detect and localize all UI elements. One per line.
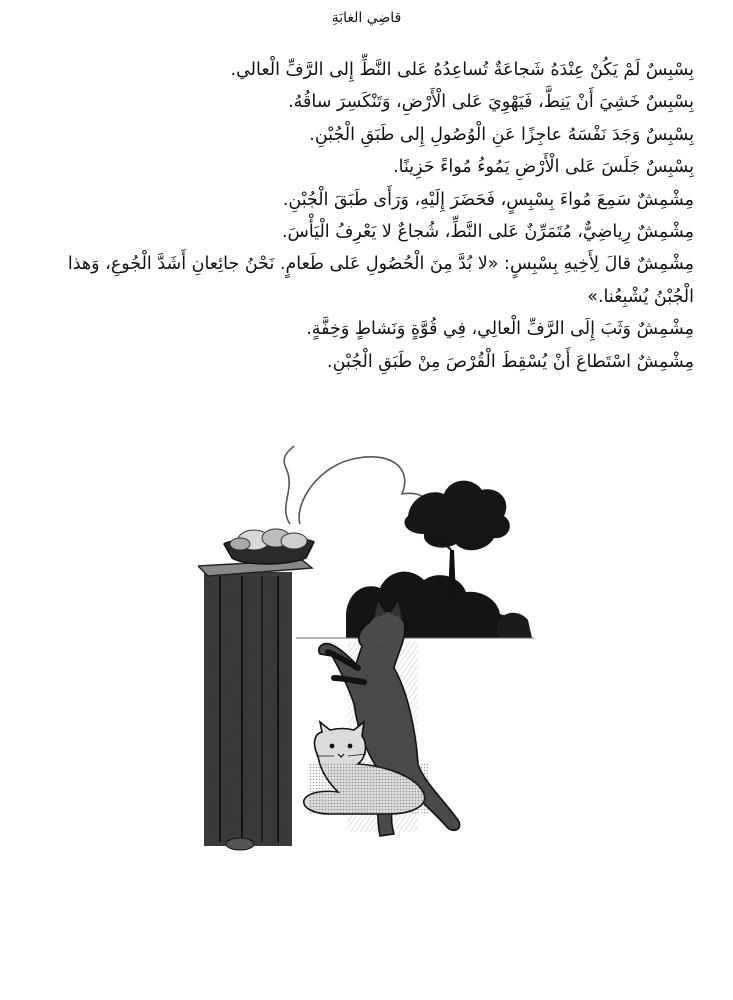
story-line-4: بِسْبِسٌ جَلَسَ عَلى الْأَرْضِ يَمُوءُ مُواءً حَزِينًا.	[393, 157, 694, 178]
story-text	[50, 54, 694, 378]
story-line-7: مِشْمِشٌ قالَ لِأَخِيهِ بِسْبِسٍ: «لا بُدَّ مِنَ الْحُصُولِ عَلى طَعامٍ. نَحْنُ جائِعانِ أَشَدَّ الْجُوعِ، وَهذا الْجُبْنُ يُشْبِعُنا.»	[67, 254, 694, 307]
story-line-8: مِشْمِشٌ وَثَبَ إِلَى الرَّفِّ الْعالِي، فِي قُوَّةٍ وَنَشاطٍ وَخِفَّةٍ.	[306, 319, 694, 340]
story-line-1: بِسْبِسٌ لَمْ يَكُنْ عِنْدَهُ شَجاعَةٌ تُساعِدُهُ عَلى النَّطِّ إِلى الرَّفِّ الْعالي.	[230, 60, 694, 80]
wooden-cabinet	[198, 560, 312, 846]
story-line-9: مِشْمِشٌ اسْتَطاعَ أَنْ يُسْقِطَ الْقُرْصَ مِنْ طَبَقِ الْجُبْنِ.	[327, 351, 694, 372]
cheese-plate	[224, 529, 314, 564]
cats-illustration	[198, 442, 538, 860]
steam-lines	[284, 446, 429, 524]
story-line-3: بِسْبِسٌ وَجَدَ نَفْسَهُ عاجِزًا عَنِ الْوُصُولِ إِلى طَبَقِ الْجُبْنِ.	[309, 124, 694, 145]
running-header: قاضِي الغابَةِ	[331, 10, 402, 26]
story-line-5: مِشْمِشٌ سَمِعَ مُواءَ بِسْبِسٍ، فَحَضَرَ إِلَيْهِ، وَرَأَى طَبَقَ الْجُبْنِ.	[282, 189, 694, 210]
stone	[226, 838, 254, 850]
background-trees	[346, 481, 532, 638]
story-line-6: مِشْمِشٌ رِياضِيٌّ، مُتَمَرِّنٌ عَلى النَّطِّ، شُجاعٌ لا يَعْرِفُ الْيَأْسَ.	[281, 222, 694, 243]
story-line-2: بِسْبِسٌ خَشِيَ أَنْ يَنِطَّ، فَيَهْوِيَ عَلى الْأَرْضِ، وَتَنْكَسِرَ ساقُهُ.	[288, 92, 694, 113]
